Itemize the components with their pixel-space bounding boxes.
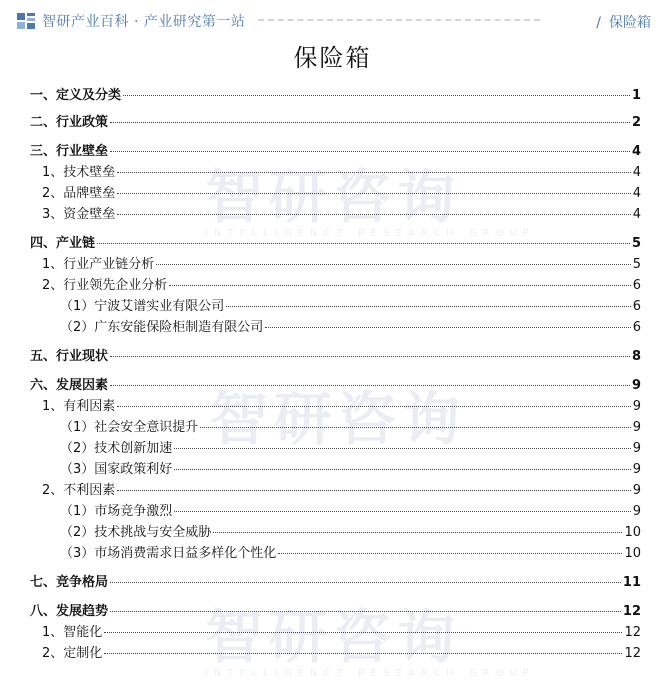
toc-entry-page: 4: [632, 207, 641, 222]
toc-entry[interactable]: [30, 600, 641, 620]
toc-entry-label: 四、产业链: [30, 236, 96, 251]
toc-entry-page: 9: [631, 378, 641, 393]
toc-entry[interactable]: [42, 161, 641, 181]
toc-entry[interactable]: [42, 621, 641, 641]
toc-entry-page: 12: [624, 625, 641, 640]
toc-leader-dots: [169, 285, 630, 286]
toc-entry-page: 6: [632, 278, 641, 293]
toc-entry-page: 11: [622, 575, 641, 590]
toc-entry-label: 2、行业领先企业分析: [42, 278, 168, 293]
toc-leader-dots: [213, 532, 622, 533]
toc-entry-page: 2: [631, 115, 641, 130]
toc-leader-dots: [265, 327, 630, 328]
page-title: 保险箱: [293, 44, 372, 72]
toc-entry-label: 1、智能化: [42, 625, 103, 640]
toc-leader-dots: [110, 356, 630, 357]
toc-entry-page: 6: [632, 320, 641, 335]
toc-entry-label: 2、品牌壁垒: [42, 186, 116, 201]
toc-entry[interactable]: [60, 437, 641, 457]
toc-leader-dots: [117, 214, 630, 215]
toc-entry-page: 9: [632, 441, 641, 456]
toc-leader-dots: [174, 511, 630, 512]
toc-entry-page: 9: [632, 462, 641, 477]
toc-entry[interactable]: [60, 500, 641, 520]
toc-entry[interactable]: [42, 253, 641, 273]
toc-leader-dots: [104, 632, 622, 633]
brand[interactable]: [16, 11, 245, 31]
toc-entry-label: 八、发展趋势: [30, 604, 109, 619]
toc-leader-dots: [123, 95, 630, 96]
watermark-text: 智研咨询: [205, 163, 462, 231]
toc-leader-dots: [174, 469, 630, 470]
toc-leader-dots: [156, 264, 630, 265]
toc-entry[interactable]: [60, 458, 641, 478]
toc-leader-dots: [110, 611, 621, 612]
toc-entry[interactable]: [30, 571, 641, 591]
toc-entry-label: （1）市场竞争激烈: [60, 504, 173, 519]
toc-entry[interactable]: [60, 316, 641, 336]
toc-entry-page: 12: [624, 646, 641, 661]
toc-entry[interactable]: [42, 395, 641, 415]
toc-entry[interactable]: [60, 542, 641, 562]
toc-entry[interactable]: [30, 84, 641, 104]
toc-entry-label: 3、资金壁垒: [42, 207, 116, 222]
watermark-text: 智研咨询: [205, 603, 462, 671]
toc-entry-page: 6: [632, 299, 641, 314]
toc-entry-page: 9: [632, 504, 641, 519]
toc-entry-label: （3）国家政策利好: [60, 462, 173, 477]
toc-entry-label: 五、行业现状: [30, 349, 109, 364]
toc-entry-page: 8: [631, 349, 641, 364]
toc-entry-page: 5: [632, 257, 641, 272]
toc-entry-label: （1）宁波艾谱实业有限公司: [60, 299, 225, 314]
toc-entry-label: 2、不利因素: [42, 483, 116, 498]
toc-entry-page: 4: [632, 165, 641, 180]
breadcrumb-separator: /: [596, 15, 601, 31]
toc-entry-page: 9: [632, 399, 641, 414]
toc-entry[interactable]: [42, 203, 641, 223]
toc-entry-label: （1）社会安全意识提升: [60, 420, 199, 435]
toc-entry[interactable]: [30, 140, 641, 160]
toc-entry-page: 4: [632, 186, 641, 201]
toc-entry-page: 10: [624, 525, 641, 540]
toc-entry-label: 一、定义及分类: [30, 88, 122, 103]
brand-logo-icon: [16, 12, 36, 30]
toc-leader-dots: [110, 151, 630, 152]
toc-entry-label: 七、竞争格局: [30, 575, 109, 590]
toc-leader-dots: [226, 306, 630, 307]
toc-leader-dots: [117, 406, 630, 407]
watermark-text: 智研咨询: [210, 385, 467, 453]
header-divider: [258, 19, 540, 21]
toc-entry-label: 三、行业壁垒: [30, 144, 109, 159]
toc-leader-dots: [97, 243, 630, 244]
toc-entry-label: （3）市场消费需求日益多样化个性化: [60, 546, 277, 561]
toc-leader-dots: [110, 122, 630, 123]
toc-leader-dots: [278, 553, 622, 554]
brand-title: 智研产业百科 · 产业研究第一站: [42, 14, 246, 30]
toc-entry[interactable]: [42, 182, 641, 202]
toc-entry[interactable]: [42, 479, 641, 499]
toc-entry-label: 2、定制化: [42, 646, 103, 661]
toc-entry-label: 二、行业政策: [30, 115, 109, 130]
toc-entry-label: （2）广东安能保险柜制造有限公司: [60, 320, 264, 335]
toc-entry[interactable]: [60, 521, 641, 541]
toc-entry-page: 12: [622, 604, 641, 619]
toc-entry-label: 1、行业产业链分析: [42, 257, 155, 272]
toc-entry-page: 10: [624, 546, 641, 561]
toc-entry-label: 六、发展因素: [30, 378, 109, 393]
toc-leader-dots: [117, 172, 630, 173]
toc-entry-page: 9: [632, 483, 641, 498]
toc-leader-dots: [117, 490, 630, 491]
toc-leader-dots: [104, 653, 622, 654]
toc-entry-page: 4: [631, 144, 641, 159]
toc-leader-dots: [117, 193, 630, 194]
toc-entry[interactable]: [60, 295, 641, 315]
toc-leader-dots: [174, 448, 630, 449]
toc-entry[interactable]: [30, 111, 641, 131]
toc-entry-label: （2）技术挑战与安全威胁: [60, 525, 212, 540]
breadcrumb[interactable]: [596, 12, 651, 32]
toc-entry-label: 1、有利因素: [42, 399, 116, 414]
toc-leader-dots: [200, 427, 630, 428]
toc-entry[interactable]: [60, 416, 641, 436]
toc-entry-page: 5: [631, 236, 641, 251]
toc-entry[interactable]: [30, 345, 641, 365]
watermark-subtext: INTELLIGENCE RESEARCH GROUP: [205, 668, 535, 679]
toc-entry-label: 1、技术壁垒: [42, 165, 116, 180]
toc-leader-dots: [110, 385, 630, 386]
toc-entry[interactable]: [30, 232, 641, 252]
watermark-subtext: INTELLIGENCE RESEARCH GROUP: [205, 228, 535, 239]
toc-leader-dots: [110, 582, 621, 583]
breadcrumb-current: 保险箱: [609, 15, 651, 31]
toc-entry-page: 1: [631, 88, 641, 103]
toc-entry-label: （2）技术创新加速: [60, 441, 173, 456]
toc-entry[interactable]: [42, 642, 641, 662]
toc-entry-page: 9: [632, 420, 641, 435]
toc-entry[interactable]: [42, 274, 641, 294]
toc-entry[interactable]: [30, 374, 641, 394]
